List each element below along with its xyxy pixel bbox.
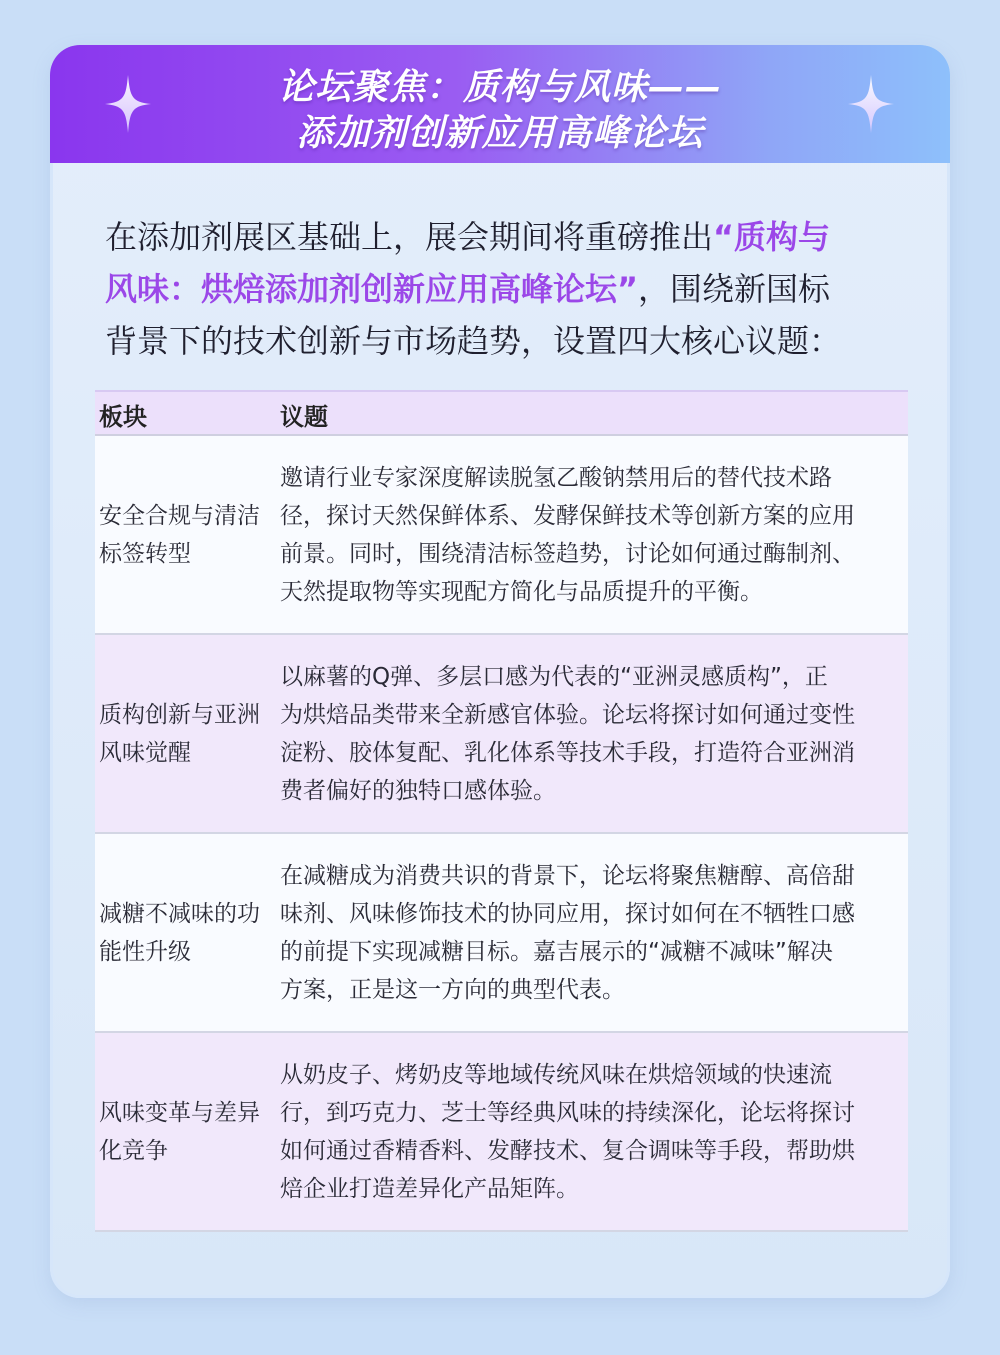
table-header — [95, 390, 908, 436]
table-row — [95, 1033, 908, 1232]
topic-cell: 从奶皮子、烤奶皮等地域传统风味在烘焙领域的快速流 行，到巧克力、芝士等经典风味的持续深化，论坛将探讨 如何通过香精香料、发酵技术、复合调味等手段，帮助烘 焙企业打造差异化产品矩阵。 — [280, 1061, 855, 1202]
title-line-2: 添加剂创新应用高峰论坛 — [296, 113, 704, 154]
section-cell: 减糖不减味的功能性升级 — [99, 900, 260, 965]
forum-name-highlight: “质构与 — [713, 218, 831, 256]
table-row — [95, 635, 908, 834]
column-header-topic: 议题 — [280, 403, 328, 431]
intro-line-3: 背景下的技术创新与市场趋势，设置四大核心议题： — [105, 322, 842, 360]
forum-card — [50, 45, 950, 1298]
forum-name-highlight: 风味：烘焙添加剂创新应用高峰论坛” — [105, 270, 639, 308]
section-cell: 风味变革与差异化竞争 — [99, 1099, 260, 1164]
section-cell: 质构创新与亚洲风味觉醒 — [99, 701, 260, 766]
intro-paragraph — [105, 211, 905, 367]
table-row — [95, 436, 908, 635]
column-header-section: 板块 — [99, 403, 147, 431]
intro-line-1: 在添加剂展区基础上，展会期间将重磅推出“质构与 — [105, 218, 831, 256]
topic-cell: 在减糖成为消费共识的背景下，论坛将聚焦糖醇、高倍甜 味剂、风味修饰技术的协同应用，探讨如何在不牺牲口感 的前提下实现减糖目标。嘉吉展示的“减糖不减味”解决 方案，正是这一方向的典型代表。 — [280, 862, 855, 1003]
table-row — [95, 834, 908, 1033]
sparkle-icon — [848, 75, 894, 133]
intro-line-2: 风味：烘焙添加剂创新应用高峰论坛”，围绕新国标 — [105, 270, 831, 308]
title-banner — [50, 45, 950, 163]
topic-cell: 以麻薯的Q弹、多层口感为代表的“亚洲灵感质构”，正 为烘焙品类带来全新感官体验。论坛将探讨如何通过变性 淀粉、胶体复配、乳化体系等技术手段，打造符合亚洲消 费者偏好的独特口感体验。 — [280, 663, 855, 804]
title-line-1: 论坛聚焦：质构与风味—— — [277, 67, 722, 108]
topics-table — [95, 390, 908, 1232]
section-cell: 安全合规与清洁标签转型 — [99, 502, 260, 567]
topic-cell: 邀请行业专家深度解读脱氢乙酸钠禁用后的替代技术路 径，探讨天然保鲜体系、发酵保鲜技术等创新方案的应用 前景。同时，围绕清洁标签趋势，讨论如何通过酶制剂、 天然提取物等实现配方简化与品质提升的平衡。 — [280, 464, 855, 605]
